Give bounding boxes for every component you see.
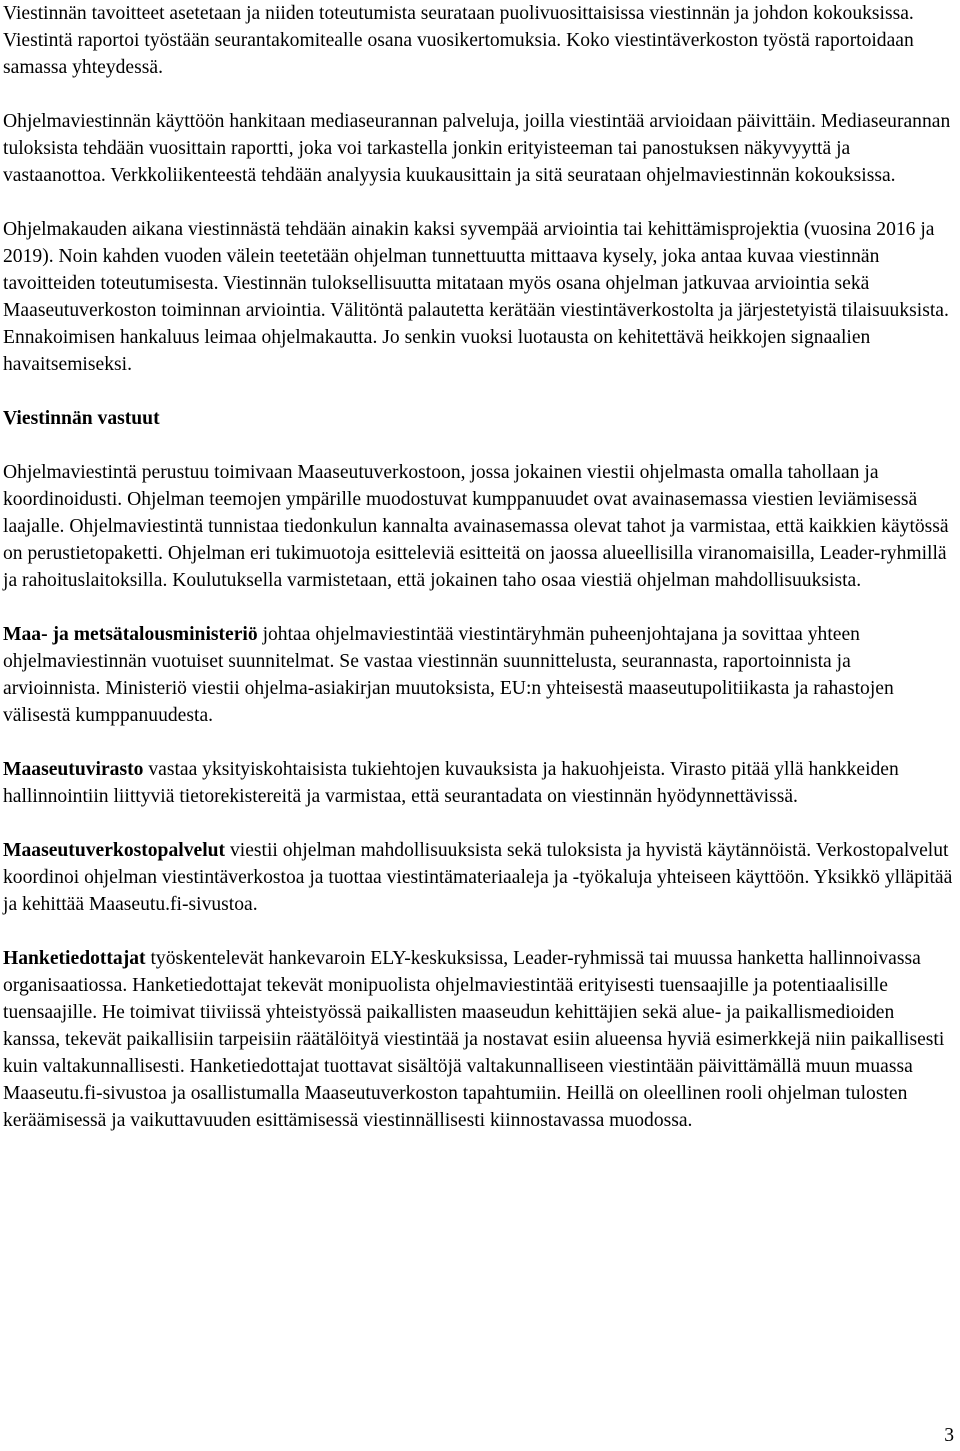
role-text-project-communicators: työskentelevät hankevaroin ELY-keskuksissa, Leader-ryhmissä tai muussa hanketta hallinnoivassa organisaatiossa. Hanketiedottajat tekevät monipuolista ohjelmaviestintää erityisesti tuensaajille ja potentiaalisille tuensaajille. He toimivat tiiviissä yhteistyössä paikallisten maaseudun kehittäjien sekä alue- ja paikallismedioiden kanssa, tekevät paikallisiin tarpeisiin räätälöityä viestintää ja nostavat esiin alueensa hyviä esimerkkejä niin paikallisesti kuin valtakunnallisesti. Hanketiedottajat tuottavat sisältöjä valtakunnalliseen viestintään päivittämällä muun muassa Maaseutu.fi-sivustoa ja osallistumalla Maaseutuverkoston tapahtumiin. Heillä on oleellinen rooli ohjelman tulosten keräämisessä ja vaikuttavuuden esittämisessä viestinnällisesti kiinnostavassa muodossa. (3, 948, 945, 1131)
paragraph-role-ministry (3, 621, 953, 729)
role-text-agency: vastaa yksityiskohtaisista tukiehtojen kuvauksista ja hakuohjeista. Virasto pitää yllä hankkeiden hallinnointiin liittyviä tietorekistereitä ja varmistaa, että seurantadata on viestinnän hyödynnettävissä. (3, 759, 899, 807)
paragraph-evaluation: Ohjelmakauden aikana viestinnästä tehdään ainakin kaksi syvempää arviointia tai kehittämisprojektia (vuosina 2016 ja 2019). Noin kahden vuoden välein teetetään ohjelman tunnettuutta mittaava kysely, joka antaa kuvaa viestinnän tavoitteiden toteutumisesta. Viestinnän tuloksellisuutta mitataan myös osana ohjelman jatkuvaa arviointia sekä Maaseutuverkoston toiminnan arviointia. Välitöntä palautetta kerätään viestintäverkostolta ja järjestetyistä tilaisuuksista. Ennakoimisen hankaluus leimaa ohjelmakautta. Jo senkin vuoksi luotausta on kehitettävä heikkojen signaalien havaitsemiseksi. (3, 219, 949, 375)
role-text-network-services: viestii ohjelman mahdollisuuksista sekä tuloksista ja hyvistä käytännöistä. Verkostopalvelut koordinoi ohjelman viestintäverkostoa ja tuottaa viestintämateriaaleja ja -työkaluja yhteiseen käyttöön. Yksikkö ylläpitää ja kehittää Maaseutu.fi-sivustoa. (3, 840, 953, 915)
paragraph-media-monitoring: Ohjelmaviestinnän käyttöön hankitaan mediaseurannan palveluja, joilla viestintää arvioidaan päivittäin. Mediaseurannan tuloksista tehdään vuosittain raportti, joka voi tarkastella jonkin erityisteeman tai panostuksen näkyvyyttä ja vastaanottoa. Verkkoliikenteestä tehdään analyysia kuukausittain ja sitä seurataan ohjelmaviestinnän kokouksissa. (3, 111, 951, 186)
page-number: 3 (944, 1425, 954, 1446)
role-name-ministry: Maa- ja metsätalousministeriö (3, 624, 258, 645)
paragraph-role-project-communicators (3, 945, 953, 1134)
paragraph-role-agency (3, 756, 953, 810)
role-name-agency: Maaseutuvirasto (3, 759, 144, 780)
paragraph-role-network-services (3, 837, 953, 918)
section-heading: Viestinnän vastuut (3, 408, 160, 429)
paragraph-responsibilities-intro: Ohjelmaviestintä perustuu toimivaan Maaseutuverkostoon, jossa jokainen viestii ohjelmasta omalla tahollaan ja koordinoidusti. Ohjelman teemojen ympärille muodostuvat kumppanuudet ovat avainasemassa viestien leviämisessä laajalle. Ohjelmaviestintä tunnistaa tiedonkulun kannalta avainasemassa olevat tahot ja varmistaa, että kaikkien käytössä on perustietopaketti. Ohjelman eri tukimuotoja esitteleviä esitteitä on jaossa alueellisilla viranomaisilla, Leader-ryhmillä ja rahoituslaitoksilla. Koulutuksella varmistetaan, että jokainen taho osaa viestiä ohjelman mahdollisuuksista. (3, 462, 949, 591)
role-text-ministry: johtaa ohjelmaviestintää viestintäryhmän puheenjohtajana ja sovittaa yhteen ohjelmaviestinnän vuotuiset suunnitelmat. Se vastaa viestinnän suunnittelusta, seurannasta, raportoinnista ja arvioinnista. Ministeriö viestii ohjelma-asiakirjan muutoksista, EU:n yhteisestä maaseutupolitiikasta ja rahastojen välisestä kumppanuudesta. (3, 624, 894, 726)
role-name-project-communicators: Hanketiedottajat (3, 948, 146, 969)
document-page (3, 0, 953, 1161)
paragraph-goals: Viestinnän tavoitteet asetetaan ja niiden toteutumista seurataan puolivuosittaisissa viestinnän ja johdon kokouksissa. Viestintä raportoi työstään seurantakomitealle osana vuosikertomuksia. Koko viestintäverkoston työstä raportoidaan samassa yhteydessä. (3, 3, 914, 78)
role-name-network-services: Maaseutuverkostopalvelut (3, 840, 226, 861)
